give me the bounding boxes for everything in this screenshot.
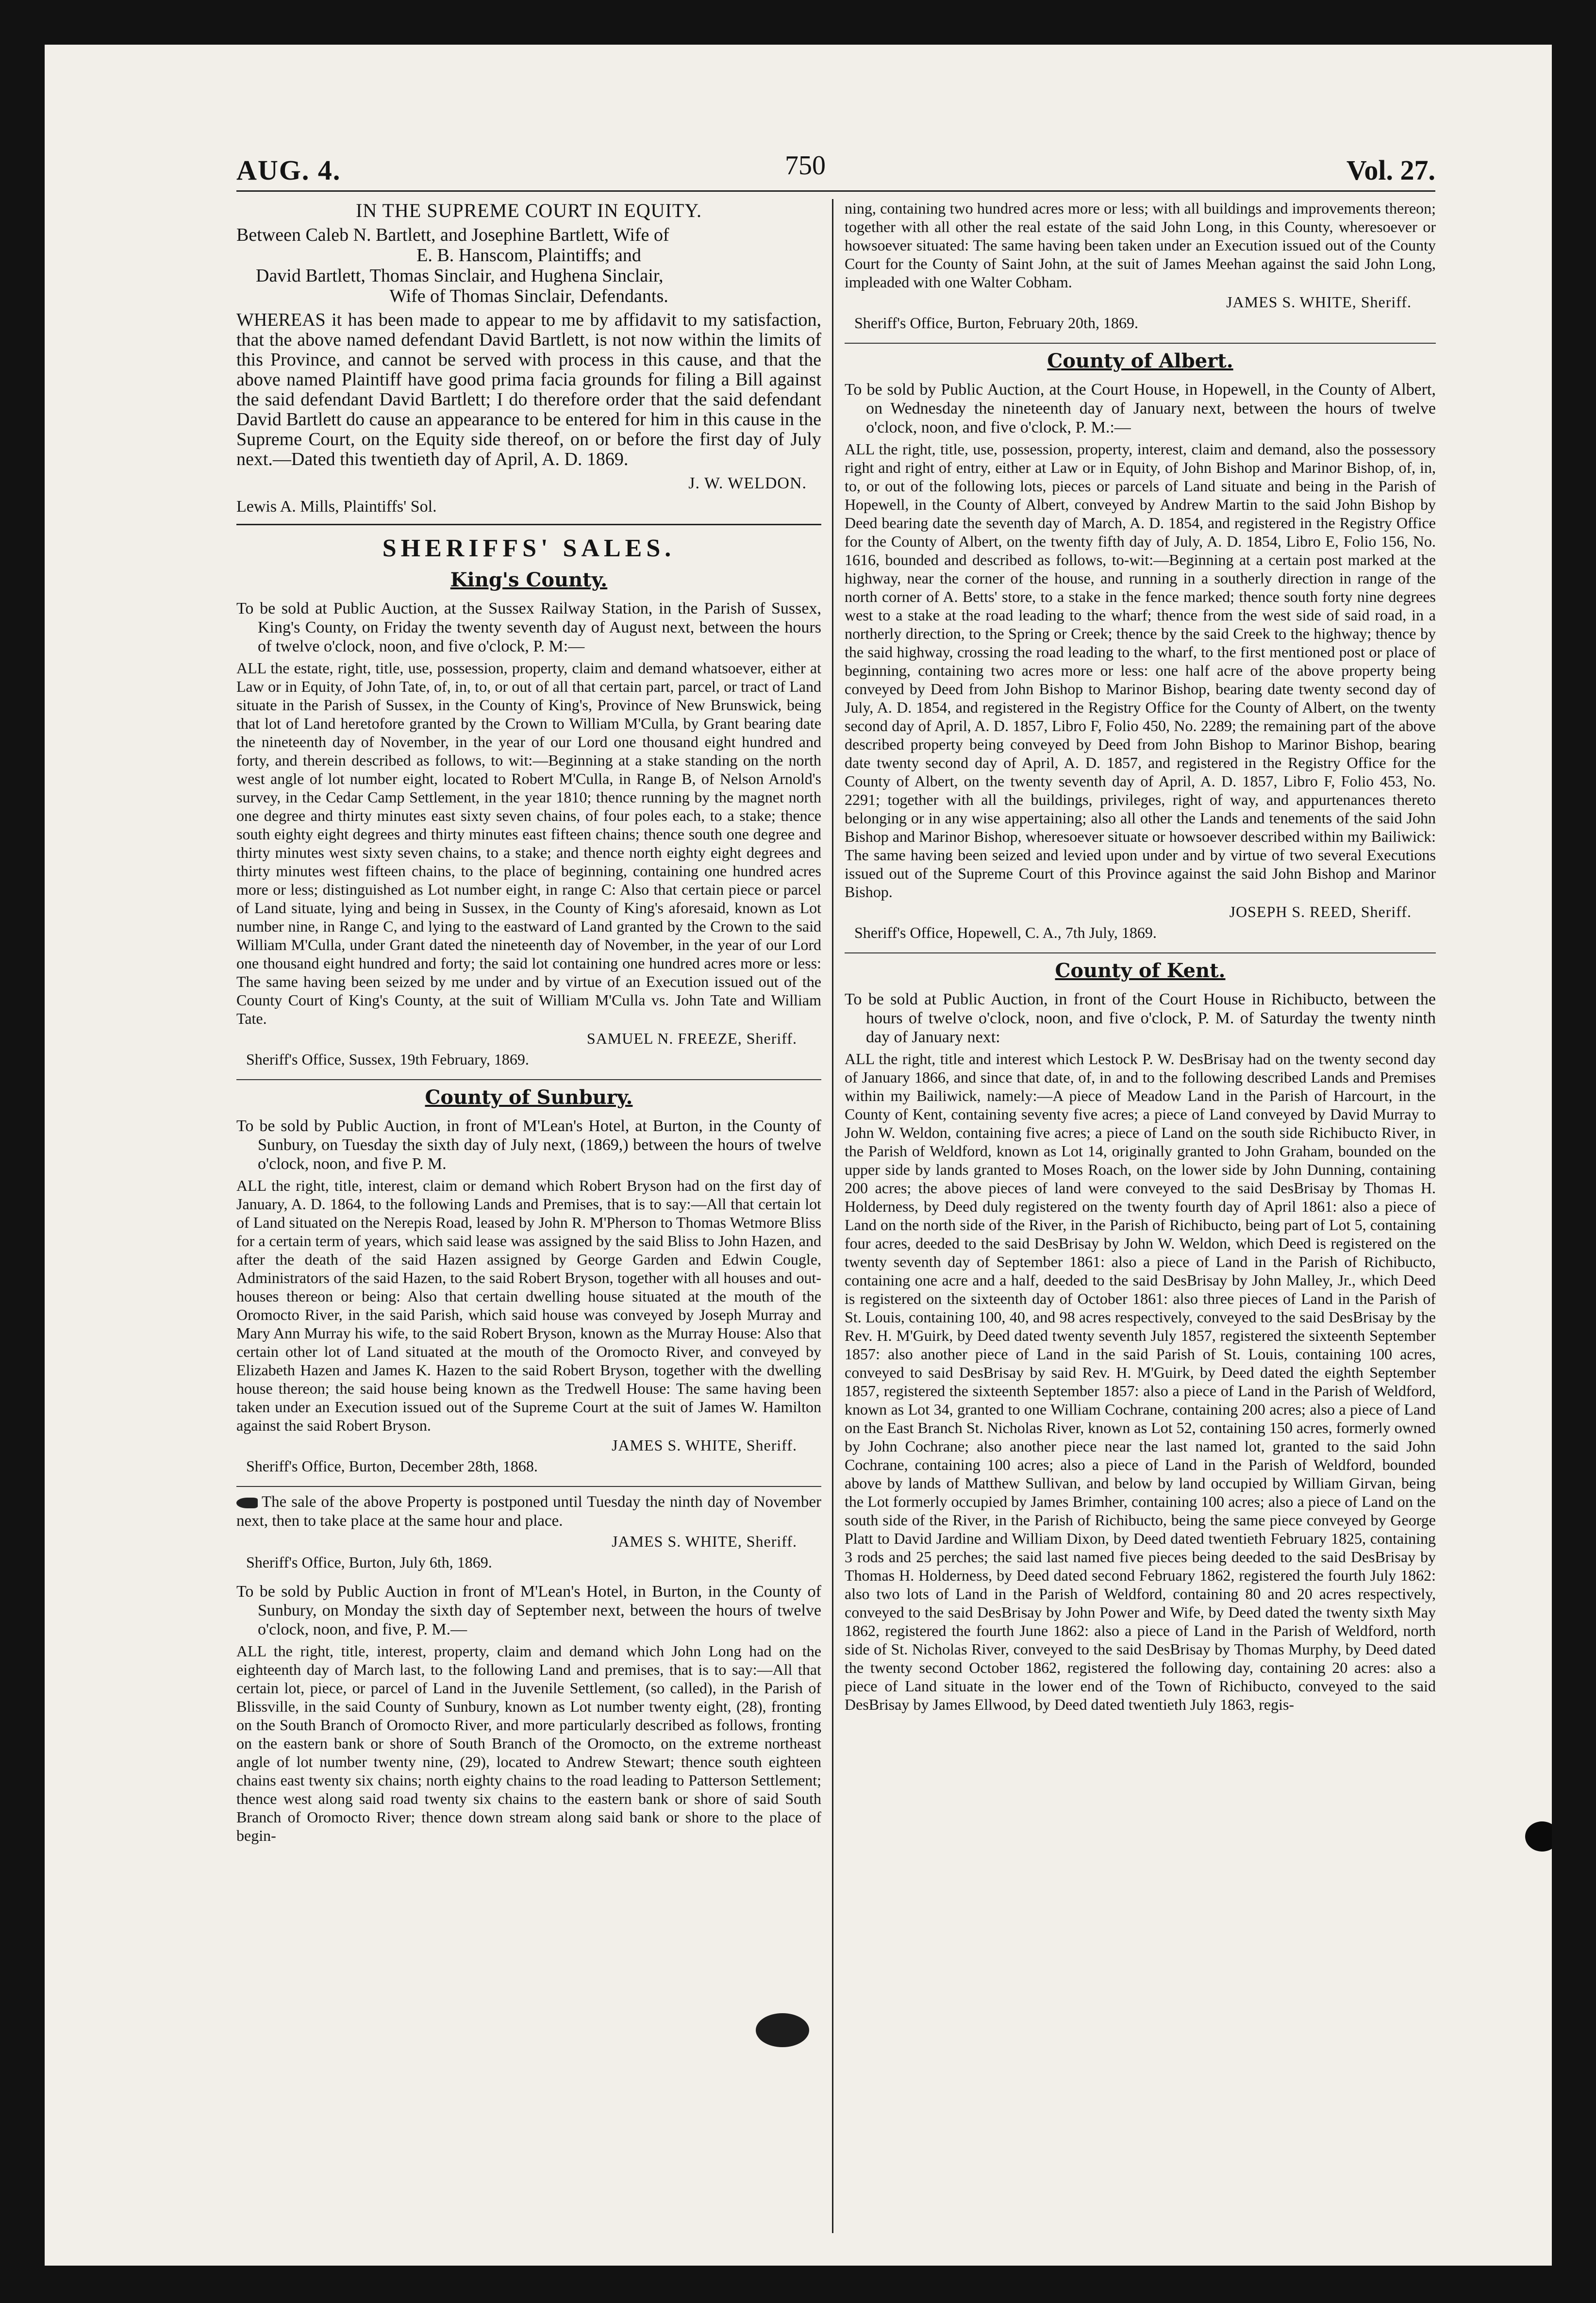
postponement-sheriff: JAMES S. WHITE, Sheriff.	[612, 1533, 797, 1550]
postponement-text: The sale of the above Property is postponed until Tuesday the ninth day of November next, then to take place at the same hour and place.	[236, 1493, 821, 1530]
albert-sheriff: JOSEPH S. REED, Sheriff.	[1229, 903, 1412, 920]
header-rule	[236, 190, 1435, 192]
party-line: Between Caleb N. Bartlett, and Josephine Bartlett, Wife of	[236, 225, 669, 245]
sunbury-second-sheriff: JAMES S. WHITE, Sheriff.	[1226, 293, 1412, 311]
albert-sale-intro: To be sold by Public Auction, at the Court House, in Hopewell, in the County of Albert, on Wednesday the nineteenth day of January next, between the hours of twelve o'clock, noon, and five o'clock, P. M.:—	[845, 381, 1436, 436]
sunbury-county-heading: County of Sunbury.	[425, 1086, 633, 1109]
kent-sale-intro: To be sold at Public Auction, in front of the Court House in Richibucto, between the hours of twelve o'clock, noon, and five o'clock, P. M. of Saturday the twenty ninth day of January next:	[845, 990, 1436, 1046]
postponement-office: Sheriff's Office, Burton, July 6th, 1869.	[246, 1553, 492, 1571]
section-divider	[845, 343, 1436, 344]
section-divider	[236, 1079, 821, 1080]
equity-parties	[236, 225, 821, 306]
issue-date: AUG. 4.	[236, 154, 341, 186]
section-divider	[236, 1486, 821, 1487]
pointing-hand-icon	[236, 1498, 258, 1508]
equity-signature: J. W. WELDON.	[688, 474, 807, 492]
page-header	[236, 150, 1435, 193]
kent-county-heading: County of Kent.	[1055, 959, 1226, 982]
ink-blot	[756, 2013, 809, 2047]
kings-sheriff: SAMUEL N. FREEZE, Sheriff.	[586, 1030, 797, 1047]
section-divider	[845, 952, 1436, 953]
equity-order-text: WHEREAS it has been made to appear to me by affidavit to my satisfaction, that the above named defendant David Bartlett, is not now within the limits of this Province, and cannot be served with process in this cause, and that the above named Plaintiff have good prima facia grounds for filing a Bill against the said defendant David Bartlett; I do therefore order that the said defendant David Bartlett do cause an appearance to be entered for him in this cause in the Supreme Court, on the Equity side thereof, on or before the first day of July next.—Dated this twentieth day of April, A. D. 1869.	[236, 310, 821, 469]
sunbury-sale-continued: ning, containing two hundred acres more or less; with all buildings and improvements thereon; together with all other the real estate of the said John Long, in this County, wheresoever or howsoever situated: The same having been taken under an Execution issued out of the County Court for the County of Saint John, at the suit of James Meehan against the said John Long, impleaded with one Walter Cobham.	[845, 200, 1436, 291]
albert-county-heading: County of Albert.	[1047, 350, 1233, 372]
postponement-notice	[236, 1493, 821, 1531]
albert-sheriff-office: Sheriff's Office, Hopewell, C. A., 7th July, 1869.	[854, 924, 1157, 941]
section-divider	[236, 524, 821, 525]
sunbury-sheriff: JAMES S. WHITE, Sheriff.	[612, 1436, 797, 1454]
page-number: 750	[785, 150, 826, 181]
sunbury-sale-intro: To be sold by Public Auction, in front of M'Lean's Hotel, at Burton, in the County of Sunbury, on Tuesday the sixth day of July next, (1869,) between the hours of twelve o'clock, noon, and five P. M.	[236, 1117, 821, 1173]
equity-title: IN THE SUPREME COURT IN EQUITY.	[355, 200, 702, 221]
party-line: Wife of Thomas Sinclair, Defendants.	[389, 286, 668, 306]
sunbury-sale-body: ALL the right, title, interest, claim or demand which Robert Bryson had on the first day of January, A. D. 1864, to the following Lands and Premises, that is to say:—All that certain lot of Land situated on the Nerepis Road, leased by John R. M'Pherson to Thomas Wetmore Bliss for a certain term of years, which said lease was assigned by the said Bliss to John Hazen, and after the death of the said Hazen assigned by George Garden and Edwin Cougle, Administrators of the said Hazen, to the said Robert Bryson, together with all houses and out-houses thereon or being: Also that certain dwelling house situated at the mouth of the Oromocto River, in the said Parish, which said house was conveyed by Joseph Murray and Mary Ann Murray his wife, to the said Robert Bryson, known as the Murray House: Also that certain other lot of Land situated at the mouth of the Oromocto River, and conveyed by Elizabeth Hazen and James K. Hazen to the said Robert Bryson, together with the dwelling house thereon; the said house being known as the Tredwell House: The same having been taken under an Execution issued out of the Supreme Court at the suit of James W. Hamilton against the said Robert Bryson.	[236, 1177, 821, 1434]
sunbury-sheriff-office: Sheriff's Office, Burton, December 28th, 1868.	[246, 1457, 538, 1475]
column-rule	[832, 199, 833, 2233]
sunbury-second-sale-body: ALL the right, title, interest, property, claim and demand which John Long had on the eighteenth day of March last, to the following Land and premises, that is to say:—All that certain lot, piece, or parcel of Land in the Juvenile Settlement, (so called), in the Parish of Blissville, in the said County of Sunbury, known as Lot number twenty eight, (28), fronting on the South Branch of Oromocto River, and more particularly described as follows, fronting on the eastern bank or shore of South Branch of the Oromocto, on the extreme northeast angle of lot number twenty nine, (29), located to Andrew Stewart; thence south eighteen chains east twenty six chains; north eighty chains to the road leading to Patterson Settlement; thence west along said road twenty six chains to the eastern bank or shore of said South Branch of Oromocto River; thence down stream along said bank or shore to the place of begin-	[236, 1642, 821, 1844]
albert-sale-body: ALL the right, title, use, possession, property, interest, claim and demand, also the possessory right and right of entry, either at Law or in Equity, of John Bishop and Marinor Bishop, of, in, to, or out of the following lots, pieces or parcels of Land situate and being in the Parish of Hopewell, in the County of Albert, conveyed by Andrew Martin to the said John Bishop by Deed bearing date the seventh day of March, A. D. 1854, and registered in the Registry Office for the County of Albert, on the twenty fifth day of July, A. D. 1854, Libro E, Folio 156, No. 1616, bounded and described as follows, to-wit:—Beginning at a certain post marked at the highway, near the corner of the house, and running in a southerly direction in range of the north corner of A. Betts' store, to a stake in the fence marked; thence south forty nine degrees west to a stake at the road leading to the wharf; thence from the west side of said road, in a northerly direction, to the Spring or Creek; thence by the said Creek to the highway; thence by the said highway, crossing the road leading to the wharf, to the first mentioned post or place of beginning, containing two acres more or less: one half acre of the above property being conveyed by Deed from John Bishop to Marinor Bishop, bearing date twenty second day of July, A. D. 1854, and registered in the Registry Office for the County of Albert, on the twenty second day of April, A. D. 1857, Libro F, Folio 450, No. 2289; the remaining part of the above described property being conveyed by Deed from John Bishop to Marinor Bishop, bearing date twenty second day of April, A. D. 1857, and registered in the Registry Office for the County of Albert, on the twenty seventh day of April, A. D. 1857, Libro F, Folio 453, No. 2291; together with all the buildings, privileges, right of way, and appurtenances thereto belonging or in any wise appertaining; also all other the Lands and tenements of the said John Bishop and Marinor Bishop, wheresoever situate or howsoever described within my Bailiwick: The same having been seized and levied upon under and by virtue of two several Executions issued out of the Supreme Court of this Province against the said John Bishop and Marinor Bishop.	[845, 440, 1436, 901]
party-line: E. B. Hanscom, Plaintiffs; and	[416, 245, 641, 266]
ink-blot	[1525, 1821, 1552, 1852]
party-line: David Bartlett, Thomas Sinclair, and Hughena Sinclair,	[256, 266, 664, 286]
kings-county-heading: King's County.	[450, 568, 608, 591]
right-column	[845, 199, 1436, 2243]
sunbury-second-office: Sheriff's Office, Burton, February 20th, 1869.	[854, 314, 1138, 332]
sunbury-second-sale-intro: To be sold by Public Auction in front of M'Lean's Hotel, in Burton, in the County of Sunbury, on Monday the sixth day of September next, between the hours of twelve o'clock, noon, and five, P. M.—	[236, 1583, 821, 1638]
kings-sale-intro: To be sold at Public Auction, at the Sussex Railway Station, in the Parish of Sussex, King's County, on Friday the twenty seventh day of August next, between the hours of twelve o'clock, noon, and five o'clock, P. M:—	[236, 600, 821, 655]
volume-number: Vol. 27.	[1346, 154, 1435, 186]
equity-solicitor: Lewis A. Mills, Plaintiffs' Sol.	[236, 498, 437, 516]
newspaper-page	[45, 45, 1552, 2266]
kings-sale-body: ALL the estate, right, title, use, possession, property, claim and demand whatsoever, either at Law or in Equity, of John Tate, of, in, to, or out of all that certain part, parcel, or tract of Land situate in the Parish of Sussex, in the County of King's, Province of New Brunswick, being that lot of Land heretofore granted by the Crown to William M'Culla, by Grant bearing date the nineteenth day of November, in the year of our Lord one thousand eight hundred and forty, and therein described as follows, to wit:—Beginning at a stake standing on the north west angle of lot number eight, located to Robert M'Culla, in Range B, of Nelson Arnold's survey, in the Cedar Camp Settlement, in the year 1810; thence running by the magnet north one degree and thirty minutes east sixty seven chains, of four poles each, to a stake; thence south eighty eight degrees and thirty minutes east fifteen chains; thence south one degree and thirty minutes west sixty seven chains, to a stake; and thence north eighty eight degrees and thirty minutes west fifteen chains, to the place of beginning, containing one hundred acres more or less; distinguished as Lot number eight, in range C: Also that certain piece or parcel of Land situate, lying and being in Sussex, in the County of King's aforesaid, known as Lot number nine, in Range C, and lying to the eastward of Land granted by the Crown to the said William M'Culla, under Grant dated the nineteenth day of November, in the year of our Lord one thousand eight hundred and forty; the said lot containing one hundred acres more or less: The same having been seized by me under and by virtue of an Execution issued out of the County Court of King's County, at the suit of William M'Culla vs. John Tate and William Tate.	[236, 659, 821, 1027]
left-column	[236, 199, 821, 2243]
kent-sale-body: ALL the right, title and interest which Lestock P. W. DesBrisay had on the twenty second day of January 1866, and since that date, of, in and to the following described Lands and Premises within my Bailiwick, namely:—A piece of Meadow Land in the Parish of Harcourt, in the County of Kent, containing seventy five acres; a piece of Land conveyed by David Murray to John W. Weldon, containing five acres; a piece of Land on the south side Richibucto River, in the Parish of Weldford, known as Lot 14, originally granted to John Graham, bounded on the upper side by lands granted to Moses Roach, on the lower side by John Dunning, containing 200 acres; the above pieces of land were conveyed to the said DesBrisay by Thomas H. Holderness, by Deed duly registered on the twenty fourth day of April 1861: also a piece of Land on the north side of the River, in the Parish of Richibucto, being part of Lot 5, containing four acres, deeded to the said DesBrisay by John W. Weldon, which Deed is registered on the twenty seventh day of September 1861: also a piece of Land in the Parish of Richibucto, containing one acre and a half, deeded to the said DesBrisay by John Malley, Jr., which Deed is registered on the sixteenth day of October 1861: also three pieces of Land in the Parish of St. Louis, containing 100, 40, and 98 acres respectively, conveyed to the said DesBrisay by the Rev. H. M'Guirk, by Deed dated twenty seventh July 1857, registered the sixteenth September 1857: also another piece of Land in the said Parish of St. Louis, containing 100 acres, conveyed to said DesBrisay by said Rev. H. M'Guirk, by Deed dated the eighth September 1857, registered the sixteenth September 1857: also a piece of Land in the Parish of Weldford, known as Lot 34, granted to one William Cochrane, containing 200 acres; also a piece of Land on the East Branch St. Nicholas River, known as Lot 52, containing 150 acres, formerly owned by John Cochrane; also another piece near the last named lot, granted to the said John Cochrane, containing 100 acres; also a piece of Land in the Parish of Weldford, bounded above by lands of Matthew Sullivan, and below by land occupied by William Girvan, being the Lot formerly occupied by James Brimher, containing 100 acres; also a piece of Land on the south side of the River, in the Parish of Richibucto, being the same piece conveyed by George Platt to David Jardine and William Dixon, by Deed dated twentieth February 1825, containing 3 rods and 25 perches; the said last named five pieces being deeded to the said DesBrisay by Thomas H. Holderness, by Deed dated second February 1862, registered the fourth July 1862: also two lots of Land in the Parish of Weldford, containing 80 and 20 acres respectively, conveyed to the said DesBrisay by John Power and Wife, by Deed dated the twenty sixth May 1862, registered the fourth June 1862: also a piece of Land in the Parish of Weldford, north side of St. Nicholas River, conveyed to the said DesBrisay by Thomas Murphy, by Deed dated the twenty second October 1862, registered the following day, containing 20 acres: also a piece of Land situate in the lower end of the Town of Richibucto, conveyed to the said DesBrisay by James Ellwood, by Deed dated twentieth July 1863, regis-	[845, 1050, 1436, 1713]
sheriffs-sales-title: SHERIFFS' SALES.	[382, 534, 676, 562]
kings-sheriff-office: Sheriff's Office, Sussex, 19th February, 1869.	[246, 1051, 529, 1068]
